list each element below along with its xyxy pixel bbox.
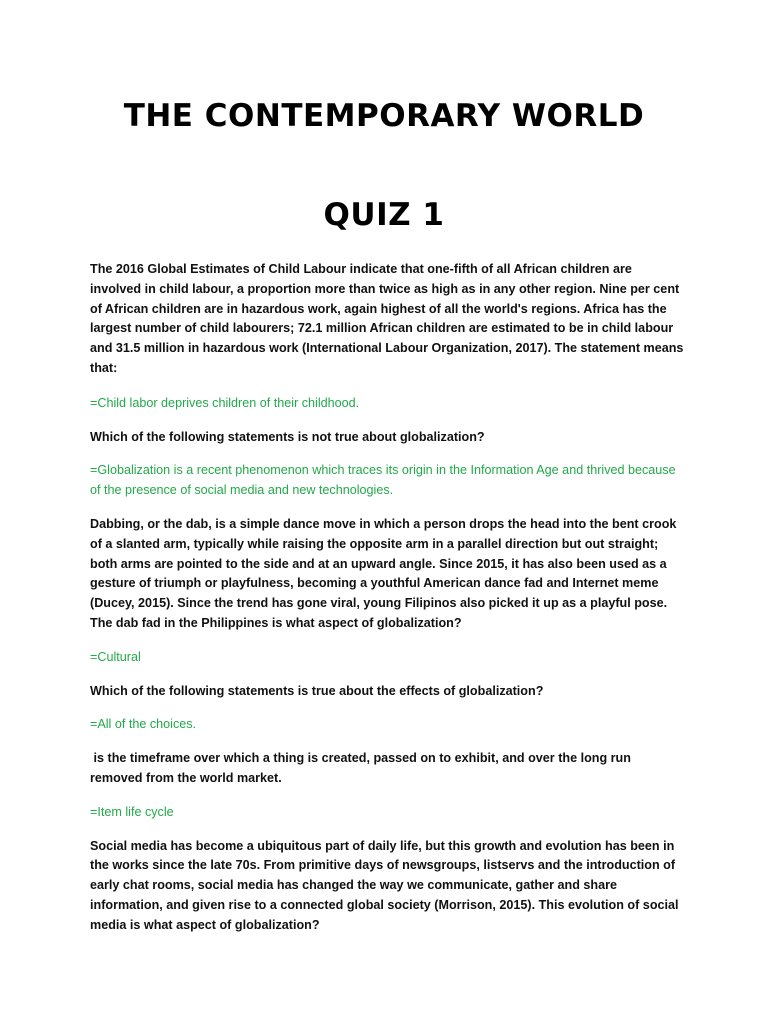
quiz-heading: QUIZ 1 xyxy=(323,197,445,233)
answer-text: =All of the choices. xyxy=(90,717,197,732)
question-text: Which of the following statements is not true about globalization? xyxy=(90,429,485,444)
question-text: The 2016 Global Estimates of Child Labour indicate that one-fifth of all African children are involved in child labour, a proportion more than twice as high as in any other region. Nine per cent of African children are in hazardous work, again highest of all the world's regions. Africa has the largest number of child labourers; 72.1 million African children are estimated to be in child labour and 31.5 million in hazardous work (International Labour Organization, 2017). The statement means that: xyxy=(90,262,684,375)
document-title: THE CONTEMPORARY WORLD xyxy=(123,98,645,134)
question-text: is the timeframe over which a thing is created, passed on to exhibit, and over the long run removed from the world market. xyxy=(90,751,635,785)
question-text: Which of the following statements is true about the effects of globalization? xyxy=(90,683,544,698)
question-text: Dabbing, or the dab, is a simple dance move in which a person drops the head into the bent crook of a slanted arm, typically while raising the opposite arm in a parallel direction but out straight; both arms are pointed to the side and at an upward angle. Since 2015, it has also been used as a gesture of triumph or playfulness, becoming a youthful American dance fad and Internet meme (Ducey, 2015). Since the trend has gone viral, young Filipinos also picked it up as a playful pose. The dab fad in the Philippines is what aspect of globalization? xyxy=(90,516,677,630)
answer-text: =Cultural xyxy=(90,649,141,664)
answer-text: =Item life cycle xyxy=(90,804,174,819)
quiz-content xyxy=(90,260,686,936)
answer-text: =Child labor deprives children of their childhood. xyxy=(90,395,360,410)
answer-text: =Globalization is a recent phenomenon which traces its origin in the Information Age and thrived because of the presence of social media and new technologies. xyxy=(90,463,676,498)
question-text: Social media has become a ubiquitous part of daily life, but this growth and evolution has been in the works since the late 70s. From primitive days of newsgroups, listservs and the introduction of early chat rooms, social media has changed the way we communicate, gather and share information, and given rise to a connected global society (Morrison, 2015). This evolution of social media is what aspect of globalization? xyxy=(90,838,679,932)
